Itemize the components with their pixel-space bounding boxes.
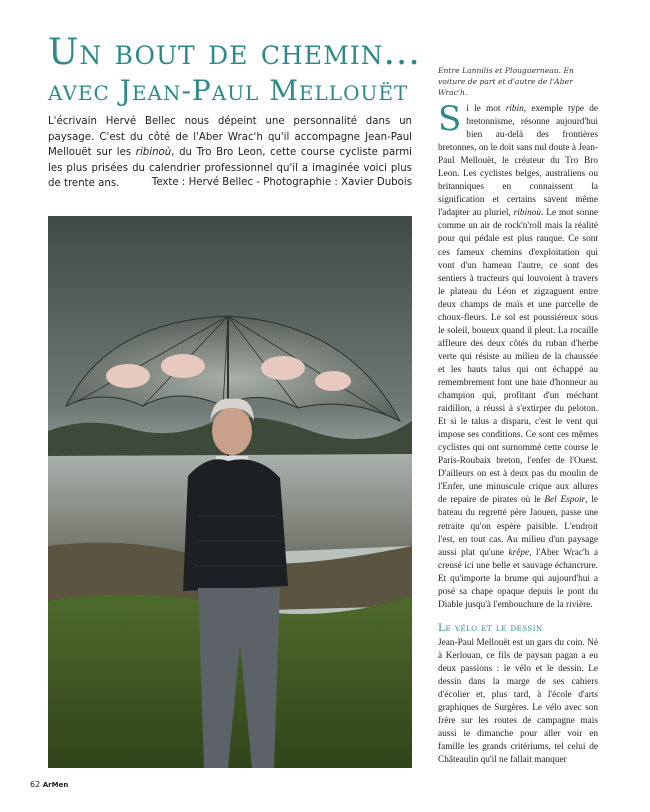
article-title bbox=[48, 34, 421, 105]
intro-emphasis: ribinoù bbox=[135, 147, 172, 159]
intro-text: L'écrivain Hervé Bellec nous dépeint une personnalité dans un paysage. C'est du côté de l'Aber Wrac'h qu'il accompagne Jean-Paul Mellouët sur les bbox=[48, 116, 412, 159]
photo-caption: Entre Lannilis et Plouguerneau. En voiture de part et d'autre de l'Aber Wrac'h. bbox=[438, 66, 574, 97]
magazine-name: ArMen bbox=[42, 781, 69, 789]
article-column bbox=[438, 99, 598, 767]
body-emphasis: krêpe bbox=[508, 547, 530, 558]
intro-text-end: , du Tro Bro Leon, cette course cycliste parmi les plus prisées du calendrier professionnel qu'il a imaginée voici plus de trente ans. bbox=[48, 147, 412, 190]
body-emphasis: Bel Espoir bbox=[544, 495, 586, 506]
section-subhead: Le vélo et le dessin bbox=[438, 621, 543, 634]
body-text: , l'Aber Wrac'h a creusé ici une belle et sauvage échancrure. Et qu'importe la brume qui aujourd'hui a posé sa chape opaque depuis le pont du Diable jusqu'à l'embouchure de la rivière. bbox=[438, 547, 598, 610]
page-folio bbox=[30, 780, 68, 789]
article-paragraph-1 bbox=[438, 99, 598, 612]
title-line-2: avec Jean-Paul Mellouët bbox=[48, 73, 409, 107]
portrait-photo bbox=[48, 216, 412, 768]
page-number: 62 bbox=[30, 780, 41, 789]
body-text: , exemple type de bretonnisme, résonne aujourd'hui bien au-delà des frontières bretonnes, on le doit sans nul doute à Jean-Paul Mellouët, le créateur du Tro Bro Leon. Les cyclistes belges, australiens ou britanniques en connaissent la signification et certains savent même l'adapter au pluriel, bbox=[438, 104, 598, 219]
body-text: i le mot bbox=[466, 104, 506, 114]
photo-credits: Texte : Hervé Bellec - Photographie : Xavier Dubois bbox=[151, 177, 412, 188]
body-emphasis: ribin bbox=[505, 104, 524, 114]
body-text: , le bateau du regretté père Jaouen, passe une retraite qu'on espère paisible. L'endroit l'est, en tout cas. Au milieu d'un paysage aussi plat qu'une bbox=[438, 495, 598, 558]
drop-cap: S bbox=[438, 99, 462, 139]
article-paragraph-2: Jean-Paul Mellouët est un gars du coin. Né à Kerlouan, ce fils de paysan pagan a eu deux passions : le vélo et le dessin. Le dessin dans la marge de ses cahiers d'écolier et, plus tard, à l'école d'arts graphiques de Surgères. Le vélo avec son frère sur les routes de campagne mais aussi le dimanche pour aller voir en famille les grands critériums, tel celui de Châteaulin qu'il ne fallait manquer bbox=[438, 637, 598, 766]
body-text: . Le mot sonne comme un air de rock'n'roll mais la réalité pour qui pédale est plus rauque. Ce sont ces fameux chemins d'exploitation qui vont d'un hameau l'autre, ce sont des sentiers à tracteurs qui louvoient à travers le plateau du Léon et zigzaguent entre deux champs de maïs et une parcelle de choux-fleurs. Le sol est poussiéreux sous le soleil, boueux quand il pleut. La rocaille affleure des deux côtés du ruban d'herbe verte qui résiste au milieu de la chaussée et les hauts talus qui ont échappé au remembrement font une haie d'honneur au champion qui, profitant d'un méchant raidillon, a réussi à s'extirper du peloton. Et si le talus a disparu, c'est le vent qui impose ses conditions. Ce sont ces mêmes cyclistes qui ont surnommé cette course le Paris-Roubaix breton, l'enfer de l'Ouest. D'ailleurs on est à deux pas du moulin de l'Enfer, une minuscule crique aux allures de repaire de pirates où le bbox=[438, 208, 598, 506]
title-line-1: Un bout de chemin... bbox=[48, 32, 421, 73]
body-emphasis: ribinoù bbox=[513, 208, 542, 219]
